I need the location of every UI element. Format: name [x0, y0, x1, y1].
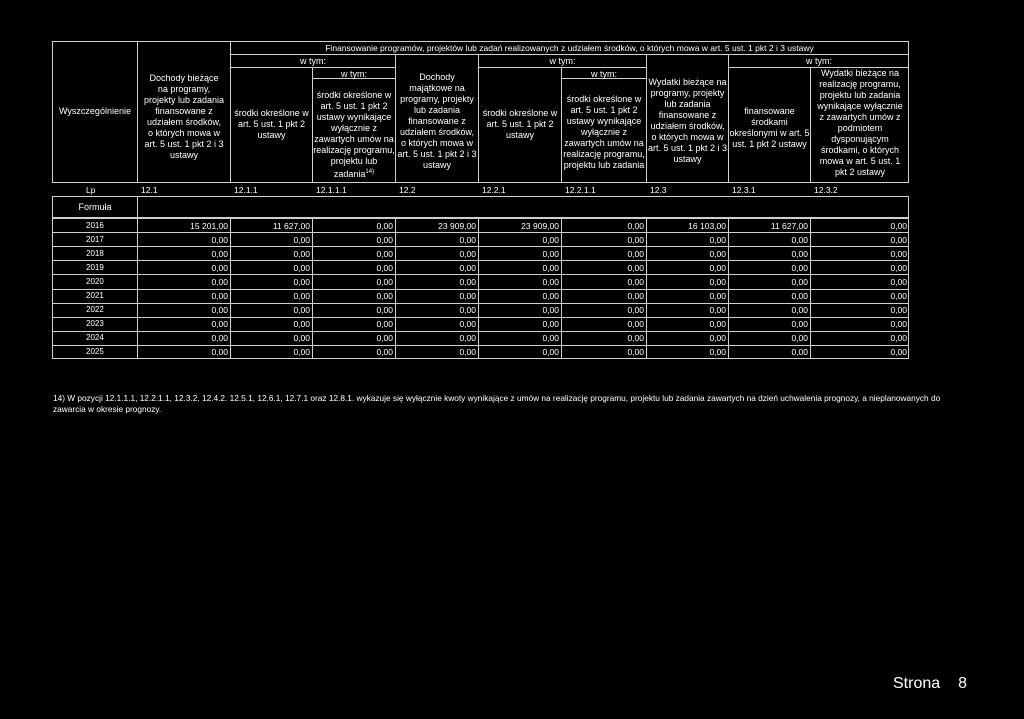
table-cell: 0,00 [791, 347, 808, 358]
table-cell: 0,00 [890, 291, 907, 301]
table-cell: 0,00 [542, 276, 559, 287]
table-cell: 0,00 [542, 234, 559, 245]
table-cell: 0,00 [293, 276, 310, 287]
w-tym-2: w tym: [549, 56, 576, 66]
table-cell: 11 627,00 [272, 220, 310, 231]
table-cell: 0,00 [293, 319, 310, 330]
table-cell: 0,00 [376, 234, 393, 245]
lp-code: 12.1 [141, 185, 158, 195]
table-cell: 0,00 [459, 248, 476, 259]
table-cell: 0,00 [627, 291, 644, 301]
table-cell: 0,00 [890, 276, 907, 287]
table-cell: 0,00 [211, 276, 228, 287]
table-cell: 0,00 [376, 220, 393, 231]
table-cell: 0,00 [890, 248, 907, 259]
table-cell: 0,00 [376, 347, 393, 358]
w-tym-4: w tym: [341, 69, 367, 79]
table-cell: 0,00 [211, 305, 228, 316]
header-12-1-1: środki określone w art. 5 ust. 1 pkt 2 ustawy [234, 108, 309, 140]
year-label: 2016 [86, 220, 104, 230]
table-cell: 0,00 [542, 291, 559, 301]
table-cell: 0,00 [890, 333, 907, 344]
lp-code: 12.1.1.1 [316, 185, 347, 195]
year-label: 2020 [86, 276, 104, 286]
table-cell: 0,00 [627, 248, 644, 259]
table-cell: 11 627,00 [770, 220, 808, 231]
table-cell: 0,00 [709, 319, 726, 330]
year-label: 2022 [86, 305, 104, 315]
table-cell: 0,00 [709, 276, 726, 287]
table-cell: 0,00 [890, 234, 907, 245]
table-cell: 0,00 [211, 234, 228, 245]
table-cell: 0,00 [293, 333, 310, 344]
col-label: Wyszczególnienie [59, 106, 131, 116]
table-cell: 0,00 [211, 248, 228, 259]
table-cell: 0,00 [627, 276, 644, 287]
table-cell: 0,00 [459, 262, 476, 273]
year-label: 2017 [86, 234, 104, 244]
table-cell: 0,00 [791, 333, 808, 344]
header-12-1-1-1-text: środki określone w art. 5 ust. 1 pkt 2 ustawy wynikające wyłącznie z zawartych umów na realizację programu, projektu lub zadania [313, 90, 395, 179]
year-label: 2024 [86, 333, 104, 343]
table-cell: 0,00 [459, 305, 476, 316]
table-cell: 0,00 [791, 262, 808, 273]
table-cell: 0,00 [542, 333, 559, 344]
table-cell: 0,00 [627, 305, 644, 316]
table-cell: 0,00 [293, 248, 310, 259]
table-cell: 0,00 [791, 276, 808, 287]
year-label: 2023 [86, 319, 104, 329]
table-cell: 0,00 [376, 262, 393, 273]
year-label: 2018 [86, 248, 104, 258]
top-header: Finansowanie programów, projektów lub zadań realizowanych z udziałem środków, o których mowa w art. 5 ust. 1 pkt 2 i 3 ustawy [325, 43, 814, 53]
table-cell: 0,00 [709, 262, 726, 273]
header-12-3: Wydatki bieżące na programy, projekty lub zadania finansowane z udziałem środków, o których mowa w art. 5 ust. 1 pkt 2 i 3 ustawy [647, 77, 728, 164]
page-indicator [893, 675, 967, 693]
lp-code: 12.1.1 [234, 185, 258, 195]
table-cell: 0,00 [542, 262, 559, 273]
table-cell: 0,00 [293, 347, 310, 358]
table-cell: 16 103,00 [688, 220, 726, 231]
table-cell: 0,00 [376, 319, 393, 330]
table-cell: 0,00 [293, 262, 310, 273]
table-cell: 0,00 [791, 234, 808, 245]
table-cell: 0,00 [791, 319, 808, 330]
header-12-3-2: Wydatki bieżące na realizację programu, projektu lub zadania wynikające wyłącznie z zawartych umów z podmiotem dysponującym środkami, o których mowa w art. 5 ust. 1 pkt 2 ustawy [817, 68, 903, 177]
table-cell: 0,00 [627, 333, 644, 344]
w-tym-3: w tym: [806, 56, 832, 66]
table-cell: 0,00 [709, 347, 726, 358]
footnote: 14) W pozycji 12.1.1.1, 12.2.1.1, 12.3.2, 12.4.2. 12.5.1, 12.6.1, 12.7.1 oraz 12.8.1. wykazuje się wyłącznie kwoty wynikające z umów na realizację programu, projektu lub zadania zawartych na dzień uchwalenia prognozy, a nieplanowanych do zawarcia w okresie prognozy. [53, 393, 941, 414]
table-cell: 0,00 [211, 319, 228, 330]
lp-code: 12.2 [399, 185, 416, 195]
table-cell: 0,00 [627, 319, 644, 330]
table-cell: 0,00 [890, 347, 907, 358]
table-cell: 0,00 [542, 319, 559, 330]
lp-code: 12.2.1 [482, 185, 506, 195]
year-label: 2021 [86, 291, 104, 300]
table-cell: 0,00 [542, 248, 559, 259]
table-cell: 0,00 [542, 305, 559, 316]
table-cell: 0,00 [627, 262, 644, 273]
header-12-2-1-1: środki określone w art. 5 ust. 1 pkt 2 ustawy wynikające wyłącznie z zawartych umów na realizację programu, projektu lub zadania [563, 94, 645, 170]
lp-code: 12.2.1.1 [565, 185, 596, 195]
table-cell: 0,00 [211, 333, 228, 344]
header-12-1-1-1 [313, 90, 395, 180]
table-cell: 0,00 [890, 262, 907, 273]
table-cell: 0,00 [376, 248, 393, 259]
header-12-2: Dochody majątkowe na programy, projekty lub zadania finansowane z udziałem środków, o których mowa w art. 5 ust. 1 pkt 2 i 3 ustawy [397, 72, 477, 170]
table-cell: 0,00 [376, 305, 393, 316]
table-cell: 0,00 [211, 262, 228, 273]
year-label: 2025 [86, 347, 104, 357]
formula-label: Formuła [78, 202, 112, 212]
header-12-1: Dochody bieżące na programy, projekty lub zadania finansowane z udziałem środków, o których mowa w art. 5 ust. 1 pkt 2 i 3 ustawy [143, 73, 225, 160]
table-cell: 15 201,00 [190, 220, 228, 231]
table-cell: 0,00 [211, 291, 228, 301]
lp-code: 12.3.2 [814, 185, 838, 195]
table-cell: 0,00 [890, 305, 907, 316]
table-cell: 0,00 [627, 220, 644, 231]
year-label: 2019 [86, 262, 104, 272]
table-cell: 0,00 [459, 276, 476, 287]
table-cell: 0,00 [627, 234, 644, 245]
table-cell: 0,00 [890, 319, 907, 330]
table-cell: 0,00 [459, 291, 476, 301]
page-number: 8 [958, 675, 968, 692]
table-cell: 23 909,00 [521, 220, 559, 231]
footnote-ref: 14) [365, 169, 375, 175]
table-cell: 0,00 [791, 305, 808, 316]
table-cell: 0,00 [376, 291, 393, 301]
table-cell: 0,00 [542, 347, 559, 358]
header-12-2-1: środki określone w art. 5 ust. 1 pkt 2 ustawy [482, 108, 558, 140]
table-cell: 0,00 [459, 234, 476, 245]
page-label: Strona [893, 675, 941, 692]
table-cell: 0,00 [211, 347, 228, 358]
table-cell: 0,00 [791, 248, 808, 259]
lp-label: Lp [86, 185, 96, 195]
table-cell: 0,00 [709, 291, 726, 301]
header-12-3-1: finansowane środkami określonymi w art. 5 ust. 1 pkt 2 ustawy [729, 106, 810, 149]
formula-box [52, 196, 909, 218]
lp-code: 12.3 [650, 185, 667, 195]
table-cell: 0,00 [709, 305, 726, 316]
table-cell: 0,00 [459, 319, 476, 330]
w-tym-1: w tym: [300, 56, 326, 66]
table-cell: 0,00 [627, 347, 644, 358]
table-cell: 0,00 [709, 248, 726, 259]
table-cell: 0,00 [890, 220, 907, 231]
table-cell: 0,00 [293, 234, 310, 245]
table-cell: 0,00 [709, 333, 726, 344]
table-cell: 0,00 [376, 276, 393, 287]
table-cell: 0,00 [791, 291, 808, 301]
lp-code: 12.3.1 [732, 185, 756, 195]
table-cell: 0,00 [376, 333, 393, 344]
w-tym-5: w tym: [591, 69, 617, 79]
table-cell: 0,00 [293, 305, 310, 316]
table-cell: 23 909,00 [438, 220, 476, 231]
table-cell: 0,00 [459, 347, 476, 358]
table-cell: 0,00 [459, 333, 476, 344]
table-cell: 0,00 [293, 291, 310, 301]
table-cell: 0,00 [709, 234, 726, 245]
